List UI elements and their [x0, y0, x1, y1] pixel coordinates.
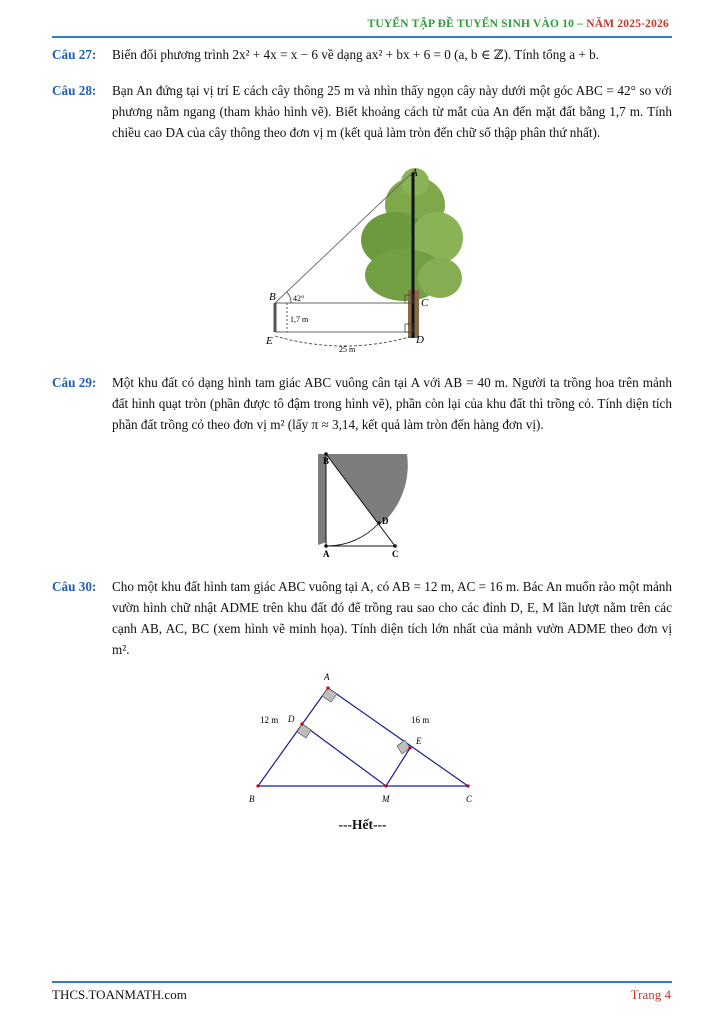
figure-tree-elevation	[255, 160, 465, 360]
label-B: B	[249, 794, 255, 804]
question-text: Một khu đất có dạng hình tam giác ABC vuông cân tại A với AB = 40 m. Người ta trồng hoa trên mảnh đất hình quạt tròn (phần được tô đậm trong hình vẽ), phần còn lại của khu đất thì trồng cỏ. Tính diện tích phần đất trồng cỏ theo đơn vị m² (lấy π ≈ 3,14, kết quả làm tròn đến hàng đơn vị).	[112, 375, 672, 432]
header-rule	[52, 36, 672, 38]
point-E	[408, 746, 411, 749]
label-height: 1,7 m	[290, 315, 309, 324]
label-ac-length: 16 m	[411, 715, 430, 725]
question-27	[52, 44, 672, 65]
question-number: Câu 29:	[52, 375, 97, 390]
label-C: C	[392, 549, 399, 559]
label-angle: 42°	[293, 294, 305, 303]
label-D: D	[382, 516, 389, 526]
label-distance: 25 m	[339, 345, 356, 354]
question-text: Bạn An đứng tại vị trí E cách cây thông 25 m và nhìn thấy ngọn cây này dưới một góc ABC = 42° so với phương nằm ngang (tham khảo hình vẽ). Biết khoảng cách từ mắt của An đến mặt đất bằng 1,7 m. Tính chiều cao DA của cây thông theo đơn vị m (kết quả làm tròn đến chữ số thập phân thứ nhất).	[112, 83, 672, 140]
figure-sector-triangle	[308, 450, 420, 562]
label-D: D	[416, 334, 424, 346]
label-E: E	[416, 736, 422, 746]
footer-page-number: Trang 4	[630, 987, 671, 1002]
label-A: A	[324, 672, 330, 682]
right-angle-mark-D	[297, 724, 311, 738]
figure-rectangle-in-triangle	[244, 668, 484, 808]
point-C	[393, 544, 397, 548]
question-29	[52, 372, 672, 435]
point-A	[324, 544, 328, 548]
label-A: A	[411, 167, 418, 179]
label-E: E	[266, 335, 273, 347]
question-number: Câu 27:	[52, 47, 97, 62]
header-title: TUYỂN TẬP ĐỀ TUYỂN SINH VÀO 10 –	[367, 18, 584, 30]
question-text: Biến đổi phương trình 2x² + 4x = x − 6 về dạng ax² + bx + 6 = 0 (a, b ∈ ℤ). Tính tổng a + b.	[112, 47, 599, 62]
label-C: C	[466, 794, 473, 804]
point-M	[384, 784, 387, 787]
label-M: M	[382, 794, 390, 804]
rectangle-ADME-sides	[302, 724, 410, 786]
point-C	[466, 784, 469, 787]
label-B: B	[323, 456, 330, 466]
footer-rule	[52, 981, 672, 983]
label-C: C	[421, 297, 429, 309]
footer-site: THCS.TOANMATH.com	[52, 987, 187, 1002]
question-number: Câu 28:	[52, 83, 97, 98]
label-B: B	[269, 291, 276, 303]
point-D	[377, 521, 381, 525]
point-D	[300, 722, 303, 725]
header-year: NĂM 2025-2026	[586, 18, 669, 30]
label-D: D	[288, 714, 295, 724]
page-header	[367, 18, 669, 30]
label-A: A	[323, 549, 330, 559]
question-28	[52, 80, 672, 143]
label-ab-length: 12 m	[260, 715, 279, 725]
end-mark: ---Hết---	[338, 817, 387, 832]
triangle-ABC	[258, 688, 468, 786]
question-30	[52, 576, 672, 660]
right-angle-mark-A	[322, 688, 337, 702]
angle-arc	[287, 292, 291, 303]
question-text: Cho một khu đất hình tam giác ABC vuông tại A, có AB = 12 m, AC = 16 m. Bác An muốn rào một mảnh vườn hình chữ nhật ADME trên khu đất đó để trồng rau sao cho các đỉnh D, E, M lần lượt nằm trên các cạnh AB, AC, BC (xem hình vẽ minh họa). Tính diện tích lớn nhất của mảnh vườn ADME theo đơn vị m².	[112, 579, 672, 657]
point-A	[326, 686, 329, 689]
question-number: Câu 30:	[52, 579, 97, 594]
point-B	[256, 784, 259, 787]
